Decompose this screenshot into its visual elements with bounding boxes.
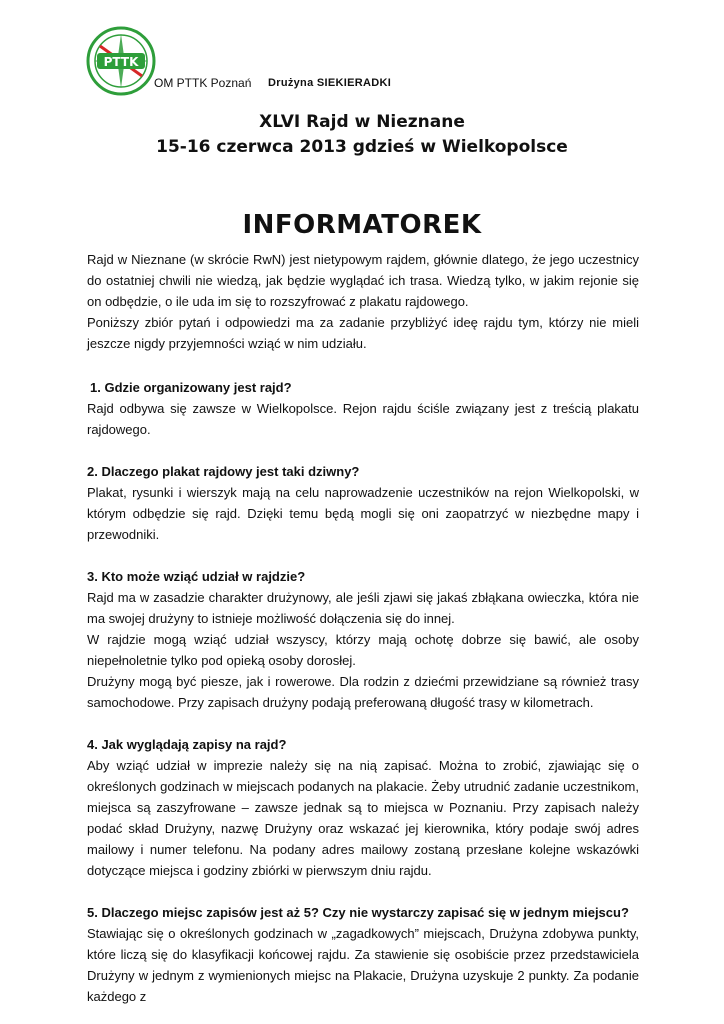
logo-text: PTTK [103, 55, 139, 69]
faq-answer-4: Aby wziąć udział w imprezie należy się na nią zapisać. Można to zrobić, zjawiając się o określonych godzinach w miejscach podanych na plakacie. Żeby utrudnić zadanie uczestnikom, miejsca są zaszyfrowane – zawsze jednak są to miejsca w Poznaniu. Przy zapisach należy podać skład Drużyny, nazwę Drużyny oraz wskazać jej kierownika, który podaje swój adres mailowy i numer telefonu. Na podany adres mailowy zostaną przesłane kolejne wskazówki dotyczące miejsca i godziny zbiórki w pierwszym dniu rajdu. [87, 758, 639, 878]
intro-paragraph: Poniższy zbiór pytań i odpowiedzi ma za zadanie przybliżyć ideę rajdu tym, którzy nie mieli jeszcze nigdy przyjemności wziąć w nim udziału. [87, 315, 639, 351]
faq-answer-3: Rajd ma w zasadzie charakter drużynowy, ale jeśli zjawi się jakaś zbłąkana owieczka, która nie ma swojej drużyny to istnieje możliwość dołączenia się do innej. [87, 590, 639, 626]
faq-question-1: 1. Gdzie organizowany jest rajd? [90, 380, 292, 395]
faq-question-3: 3. Kto może wziąć udział w rajdzie? [87, 569, 306, 584]
faq-answer-1: Rajd odbywa się zawsze w Wielkopolsce. Rejon rajdu ściśle związany jest z treścią plakatu rajdowego. [87, 401, 639, 437]
faq-answer-3: Drużyny mogą być piesze, jak i rowerowe. Dla rodzin z dziećmi przewidziane są również trasy samochodowe. Przy zapisach drużyny podają preferowaną długość trasy w kilometrach. [87, 674, 639, 710]
organization-name: OM PTTK Poznań [154, 76, 252, 90]
event-date-location: 15-16 czerwca 2013 gdzieś w Wielkopolsce [156, 137, 568, 157]
faq-question-2: 2. Dlaczego plakat rajdowy jest taki dziwny? [87, 464, 360, 479]
event-title: XLVI Rajd w Nieznane [259, 112, 465, 132]
faq-answer-2: Plakat, rysunki i wierszyk mają na celu naprowadzenie uczestników na rejon Wielkopolski, w którym odbędzie się rajd. Dzięki temu będą mogli się oni zaopatrzyć w niezbędne mapy i przewodniki. [87, 485, 639, 542]
pttk-logo-icon [86, 26, 156, 96]
document-body [87, 249, 639, 1007]
faq-question-5: 5. Dlaczego miejsc zapisów jest aż 5? Czy nie wystarczy zapisać się w jednym miejscu? [87, 905, 629, 920]
faq-question-4: 4. Jak wyglądają zapisy na rajd? [87, 737, 287, 752]
faq-answer-5: Stawiając się o określonych godzinach w „zagadkowych” miejscach, Drużyna zdobywa punkty, które liczą się do klasyfikacji końcowej rajdu. Za stawienie się osobiście przez przedstawiciela Drużyny w jednym z wymienionych miejsc na Plakacie, Drużyna uzyskuje 2 punkty. Za podanie każdego z [87, 926, 639, 1004]
faq-answer-3: W rajdzie mogą wziąć udział wszyscy, którzy mają ochotę dobrze się bawić, ale osoby niepełnoletnie tylko pod opieką osoby dorosłej. [87, 632, 639, 668]
team-name: Drużyna SIEKIERADKI [268, 77, 392, 89]
page-heading: INFORMATOREK [242, 210, 482, 240]
intro-paragraph: Rajd w Nieznane (w skrócie RwN) jest nietypowym rajdem, głównie dlatego, że jego uczestnicy do ostatniej chwili nie wiedzą, jak będzie wyglądać ich trasa. Wiedzą tylko, w jakim rejonie się on odbędzie, o ile uda im się to rozszyfrować z plakatu rajdowego. [87, 252, 639, 309]
pttk-logo [86, 26, 156, 96]
